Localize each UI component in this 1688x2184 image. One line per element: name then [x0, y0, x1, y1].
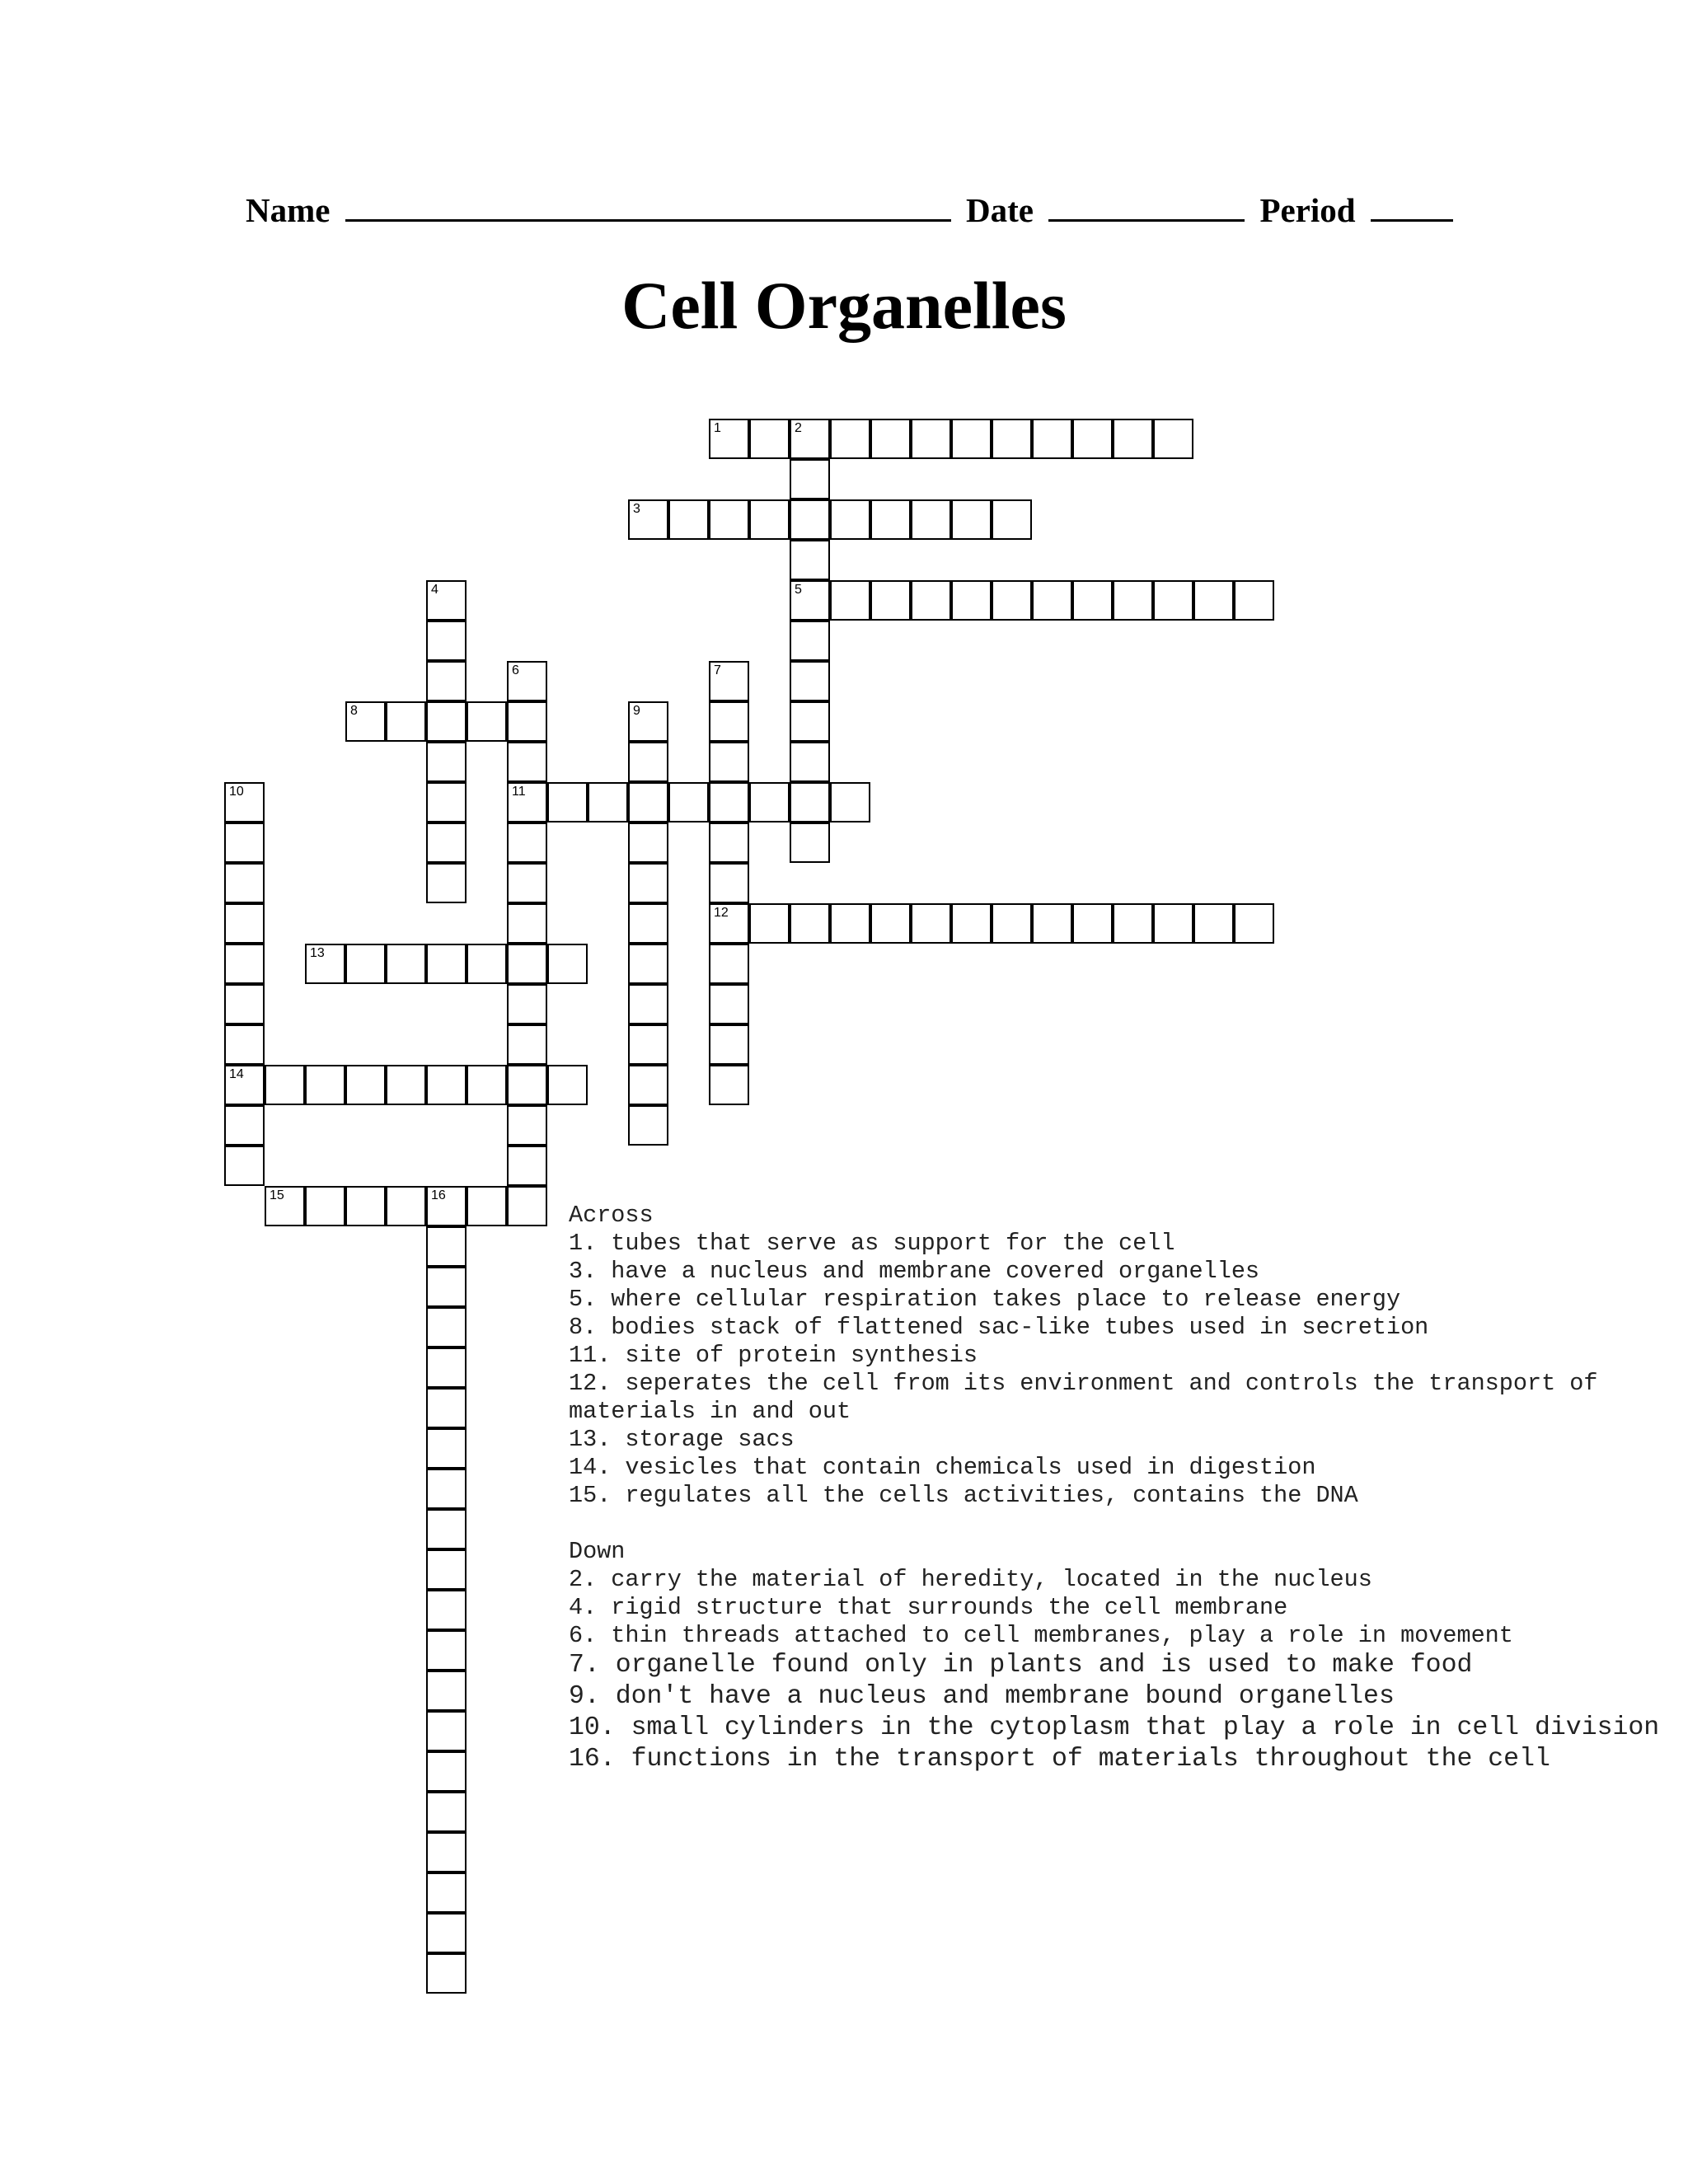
crossword-cell[interactable] — [507, 1065, 547, 1105]
crossword-cell[interactable] — [507, 823, 547, 863]
crossword-cell[interactable] — [224, 984, 265, 1024]
crossword-cell[interactable] — [709, 1024, 749, 1065]
crossword-cell[interactable] — [790, 499, 830, 540]
clue-down-16: 16. functions in the transport of materials throughout the cell — [569, 1745, 1550, 1774]
crossword-cell[interactable] — [426, 1226, 467, 1267]
clue-down-9: 9. don't have a nucleus and membrane bound organelles — [569, 1682, 1395, 1711]
down-heading: Down — [569, 1538, 626, 1565]
crossword-cell[interactable] — [467, 944, 507, 984]
crossword-cell[interactable] — [386, 701, 426, 742]
crossword-cell[interactable] — [1193, 903, 1234, 944]
clue-across-5: 5. where cellular respiration takes place to release energy — [569, 1286, 1401, 1313]
clue-down-10: 10. small cylinders in the cytoplasm that play a role in cell division — [569, 1713, 1660, 1742]
crossword-cell[interactable] — [547, 944, 588, 984]
date-label: Date — [965, 191, 1034, 229]
crossword-cell[interactable] — [1193, 580, 1234, 621]
crossword-cell[interactable] — [1113, 419, 1153, 459]
crossword-cell[interactable] — [790, 782, 830, 823]
crossword-cell[interactable] — [628, 863, 668, 903]
clue-number: 12 — [714, 906, 729, 920]
crossword-cell[interactable] — [628, 984, 668, 1024]
crossword-cell[interactable] — [426, 1388, 467, 1428]
crossword-cell[interactable] — [224, 823, 265, 863]
clue-across-3: 3. have a nucleus and membrane covered organelles — [569, 1258, 1260, 1285]
clue-number: 13 — [310, 946, 325, 960]
crossword-cell[interactable] — [426, 782, 467, 823]
crossword-cell[interactable] — [386, 1186, 426, 1226]
crossword-cell[interactable] — [790, 459, 830, 499]
crossword-cell[interactable] — [1072, 580, 1113, 621]
crossword-cell[interactable] — [1153, 419, 1193, 459]
clue-number: 10 — [229, 785, 244, 799]
crossword-cell[interactable] — [870, 903, 911, 944]
crossword-cell[interactable] — [426, 1549, 467, 1590]
crossword-cell[interactable] — [224, 782, 265, 823]
crossword-cell[interactable] — [345, 944, 386, 984]
crossword-cell[interactable] — [507, 863, 547, 903]
crossword-cell[interactable] — [426, 1953, 467, 1994]
crossword-cell[interactable] — [628, 742, 668, 782]
crossword-cell[interactable] — [951, 499, 992, 540]
crossword-cell[interactable] — [709, 701, 749, 742]
crossword-cell[interactable] — [628, 701, 668, 742]
crossword-cell[interactable] — [709, 499, 749, 540]
crossword-cell[interactable] — [709, 903, 749, 944]
crossword-cell[interactable] — [1234, 580, 1274, 621]
crossword-cell[interactable] — [345, 701, 386, 742]
crossword-cell[interactable] — [224, 944, 265, 984]
crossword-cell[interactable] — [749, 499, 790, 540]
crossword-cell[interactable] — [426, 1671, 467, 1711]
crossword-cell[interactable] — [507, 1186, 547, 1226]
crossword-cell[interactable] — [830, 580, 870, 621]
crossword-cell[interactable] — [709, 944, 749, 984]
crossword-cell[interactable] — [426, 621, 467, 661]
crossword-cell[interactable] — [951, 580, 992, 621]
clue-number: 8 — [350, 704, 358, 718]
crossword-cell[interactable] — [628, 1065, 668, 1105]
crossword-cell[interactable] — [426, 1267, 467, 1307]
crossword-cell[interactable] — [426, 661, 467, 701]
crossword-cell[interactable] — [426, 1307, 467, 1347]
crossword-cell[interactable] — [1113, 580, 1153, 621]
crossword-cell[interactable] — [426, 1832, 467, 1872]
crossword-cell[interactable] — [1072, 419, 1113, 459]
crossword-cell[interactable] — [951, 419, 992, 459]
clue-number: 2 — [795, 421, 802, 435]
clue-down-4: 4. rigid structure that surrounds the cell membrane — [569, 1594, 1288, 1621]
crossword-cell[interactable] — [911, 419, 951, 459]
page-title: Cell Organelles — [621, 268, 1067, 343]
clue-across-12: 12. seperates the cell from its environment and controls the transport of materials in and out — [569, 1370, 1598, 1425]
crossword-cell[interactable] — [1153, 903, 1193, 944]
crossword-cell[interactable] — [426, 1630, 467, 1671]
crossword-cell[interactable] — [709, 742, 749, 782]
crossword-cell[interactable] — [507, 701, 547, 742]
clue-across-1: 1. tubes that serve as support for the cell — [569, 1230, 1175, 1257]
crossword-cell[interactable] — [426, 1711, 467, 1751]
crossword-cell[interactable] — [628, 499, 668, 540]
crossword-cell[interactable] — [790, 661, 830, 701]
crossword-cell[interactable] — [547, 782, 588, 823]
crossword-cell[interactable] — [628, 823, 668, 863]
crossword-cell[interactable] — [507, 984, 547, 1024]
crossword-cell[interactable] — [992, 903, 1032, 944]
crossword-cell[interactable] — [426, 863, 467, 903]
crossword-cell[interactable] — [507, 782, 547, 823]
crossword-cell[interactable] — [386, 944, 426, 984]
crossword-cell[interactable] — [224, 1146, 265, 1186]
crossword-cell[interactable] — [709, 863, 749, 903]
crossword-cell[interactable] — [749, 419, 790, 459]
crossword-cell[interactable] — [426, 1913, 467, 1953]
clue-number: 5 — [795, 583, 802, 597]
crossword-cell[interactable] — [507, 903, 547, 944]
crossword-cell[interactable] — [628, 1105, 668, 1146]
crossword-cell[interactable] — [668, 499, 709, 540]
crossword-cell[interactable] — [305, 1065, 345, 1105]
clue-list — [569, 1202, 1673, 1775]
crossword-cell[interactable] — [1153, 580, 1193, 621]
crossword-cell[interactable] — [709, 661, 749, 701]
crossword-cell[interactable] — [305, 1186, 345, 1226]
crossword-cell[interactable] — [790, 580, 830, 621]
clue-number: 1 — [714, 421, 721, 435]
crossword-cell[interactable] — [709, 782, 749, 823]
crossword-cell[interactable] — [426, 742, 467, 782]
clue-down-2: 2. carry the material of heredity, located in the nucleus — [569, 1566, 1372, 1593]
crossword-cell[interactable] — [507, 661, 547, 701]
crossword-cell[interactable] — [709, 1065, 749, 1105]
clue-across-8: 8. bodies stack of flattened sac-like tubes used in secretion — [569, 1314, 1429, 1341]
crossword-cell[interactable] — [305, 944, 345, 984]
crossword-cell[interactable] — [426, 823, 467, 863]
crossword-cell[interactable] — [426, 944, 467, 984]
crossword-cell[interactable] — [345, 1065, 386, 1105]
crossword-cell[interactable] — [386, 1065, 426, 1105]
crossword-cell[interactable] — [790, 540, 830, 580]
crossword-cell[interactable] — [467, 1186, 507, 1226]
clue-across-11: 11. site of protein synthesis — [569, 1342, 978, 1369]
clue-spacer — [569, 1510, 1673, 1538]
crossword-cell[interactable] — [790, 419, 830, 459]
clue-number: 11 — [512, 785, 526, 799]
crossword-cell[interactable] — [426, 701, 467, 742]
clue-number: 14 — [229, 1067, 244, 1081]
crossword-cell[interactable] — [1032, 903, 1072, 944]
period-label: Period — [1259, 191, 1356, 229]
crossword-cell[interactable] — [467, 1065, 507, 1105]
crossword-cell[interactable] — [507, 742, 547, 782]
across-heading: Across — [569, 1202, 654, 1229]
crossword-cell[interactable] — [628, 782, 668, 823]
clue-number: 6 — [512, 663, 519, 677]
name-label: Name — [246, 191, 331, 229]
crossword-cell[interactable] — [628, 1024, 668, 1065]
crossword-cell[interactable] — [507, 944, 547, 984]
crossword-cell[interactable] — [507, 1105, 547, 1146]
crossword-cell[interactable] — [709, 823, 749, 863]
crossword-cell[interactable] — [709, 984, 749, 1024]
crossword-cell[interactable] — [749, 903, 790, 944]
crossword-cell[interactable] — [870, 499, 911, 540]
crossword-cell[interactable] — [224, 903, 265, 944]
crossword-cell[interactable] — [911, 499, 951, 540]
crossword-cell[interactable] — [1032, 580, 1072, 621]
crossword-cell[interactable] — [992, 419, 1032, 459]
crossword-cell[interactable] — [870, 580, 911, 621]
crossword-cell[interactable] — [790, 701, 830, 742]
crossword-cell[interactable] — [1072, 903, 1113, 944]
crossword-cell[interactable] — [224, 1105, 265, 1146]
crossword-cell[interactable] — [790, 823, 830, 863]
crossword-cell[interactable] — [830, 419, 870, 459]
crossword-cell[interactable] — [870, 419, 911, 459]
crossword-cell[interactable] — [911, 580, 951, 621]
crossword-cell[interactable] — [547, 1065, 588, 1105]
crossword-cell[interactable] — [507, 1024, 547, 1065]
clue-across-13: 13. storage sacs — [569, 1426, 795, 1453]
crossword-cell[interactable] — [426, 1428, 467, 1469]
clue-number: 7 — [714, 663, 721, 677]
crossword-cell[interactable] — [749, 782, 790, 823]
crossword-cell[interactable] — [345, 1186, 386, 1226]
crossword-cell[interactable] — [224, 1065, 265, 1105]
crossword-cell[interactable] — [467, 701, 507, 742]
crossword-cell[interactable] — [1113, 903, 1153, 944]
crossword-cell[interactable] — [628, 944, 668, 984]
clue-across-14: 14. vesicles that contain chemicals used in digestion — [569, 1454, 1316, 1481]
clue-number: 9 — [633, 704, 640, 718]
clue-number: 15 — [270, 1188, 284, 1202]
crossword-cell[interactable] — [1234, 903, 1274, 944]
crossword-cell[interactable] — [1032, 419, 1072, 459]
clue-down-6: 6. thin threads attached to cell membranes, play a role in movement — [569, 1622, 1513, 1649]
crossword-cell[interactable] — [830, 499, 870, 540]
crossword-cell[interactable] — [790, 903, 830, 944]
crossword-cell[interactable] — [588, 782, 628, 823]
crossword-cell[interactable] — [507, 1146, 547, 1186]
crossword-cell[interactable] — [426, 1751, 467, 1792]
crossword-cell[interactable] — [426, 580, 467, 621]
crossword-cell[interactable] — [426, 1872, 467, 1913]
crossword-cell[interactable] — [628, 903, 668, 944]
crossword-cell[interactable] — [265, 1065, 305, 1105]
crossword-cell[interactable] — [426, 1347, 467, 1388]
clue-number: 3 — [633, 502, 640, 516]
crossword-cell[interactable] — [830, 782, 870, 823]
crossword-cell[interactable] — [790, 742, 830, 782]
crossword-cell[interactable] — [709, 419, 749, 459]
crossword-cell[interactable] — [426, 1469, 467, 1509]
crossword-cell[interactable] — [426, 1509, 467, 1549]
crossword-cell[interactable] — [992, 580, 1032, 621]
clue-down-7: 7. organelle found only in plants and is used to make food — [569, 1651, 1473, 1680]
crossword-cell[interactable] — [265, 1186, 305, 1226]
clue-across-15: 15. regulates all the cells activities, contains the DNA — [569, 1482, 1358, 1509]
crossword-cell[interactable] — [992, 499, 1032, 540]
crossword-cell[interactable] — [426, 1792, 467, 1832]
crossword-cell[interactable] — [224, 863, 265, 903]
crossword-cell[interactable] — [951, 903, 992, 944]
crossword-cell[interactable] — [224, 1024, 265, 1065]
crossword-cell[interactable] — [790, 621, 830, 661]
crossword-cell[interactable] — [911, 903, 951, 944]
crossword-cell[interactable] — [830, 903, 870, 944]
crossword-cell[interactable] — [668, 782, 709, 823]
clue-number: 16 — [431, 1188, 446, 1202]
crossword-cell[interactable] — [426, 1065, 467, 1105]
crossword-cell[interactable] — [426, 1590, 467, 1630]
clue-number: 4 — [431, 583, 438, 597]
crossword-cell[interactable] — [426, 1186, 467, 1226]
